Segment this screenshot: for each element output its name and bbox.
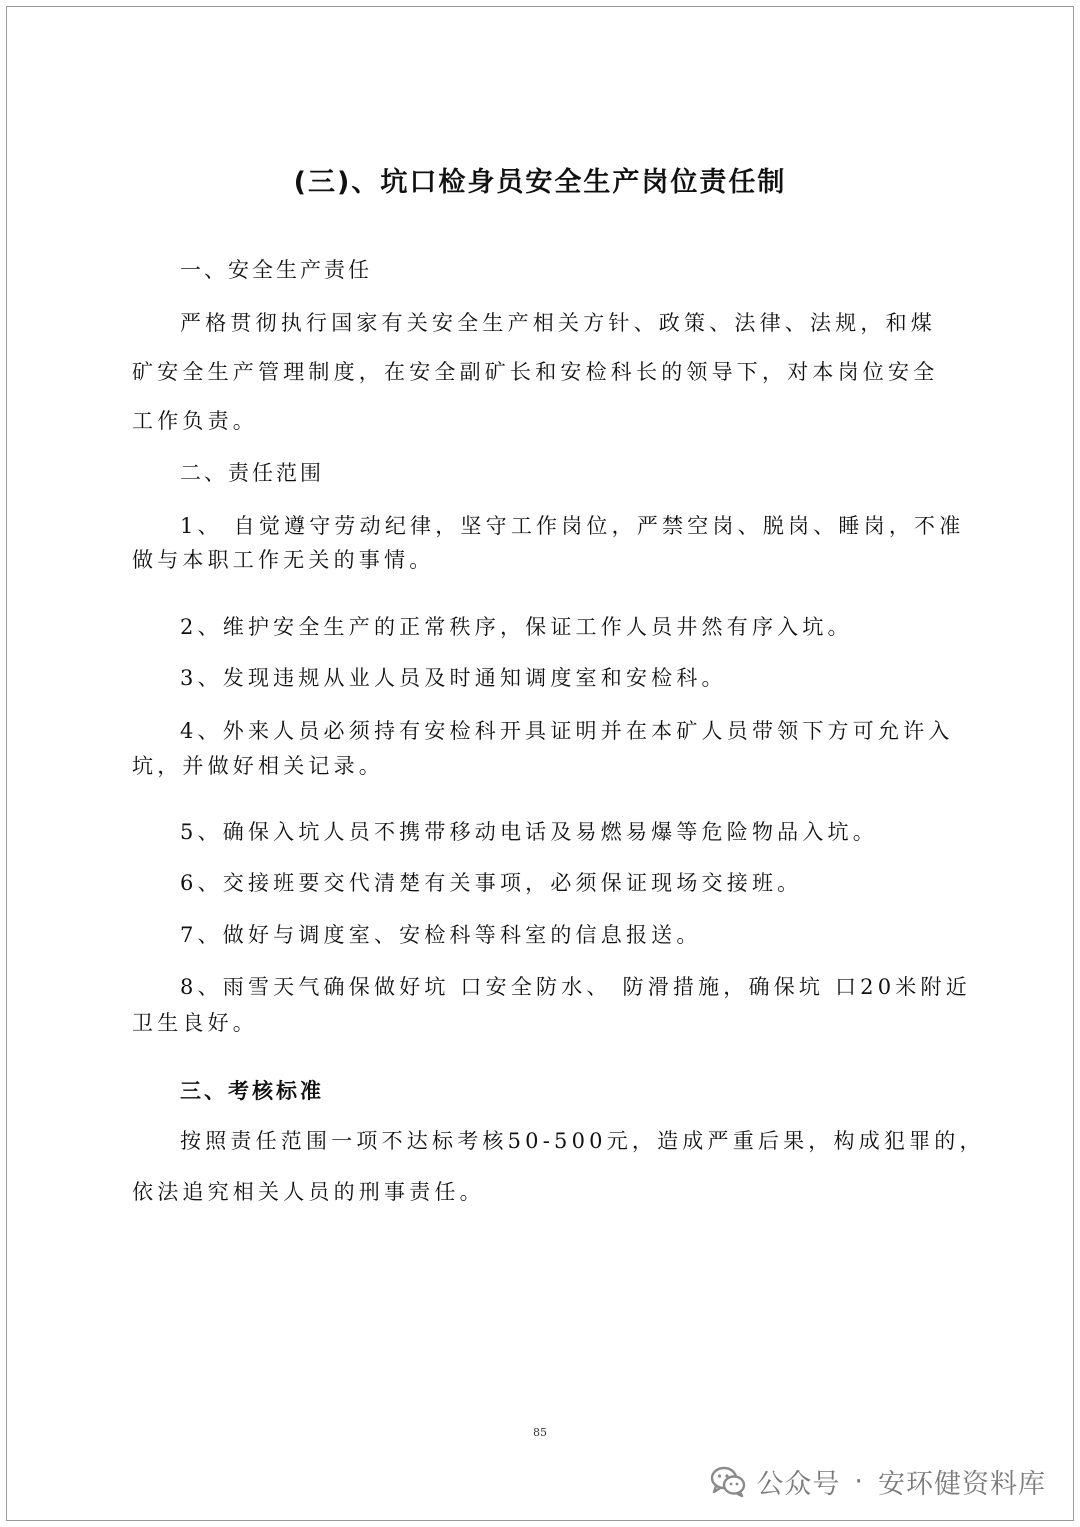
paragraph-line: 矿安全生产管理制度，在安全副矿长和安检科长的领导下，对本岗位安全 [132, 360, 939, 384]
watermark-separator: · [854, 1466, 864, 1497]
section-heading: 三、考核标准 [180, 1079, 324, 1103]
paragraph-line: 工作负责。 [132, 409, 258, 433]
list-item: 7、做好与调度室、安检科等科室的信息报送。 [180, 923, 702, 947]
list-item-continuation: 做与本职工作无关的事情。 [132, 548, 435, 572]
paragraph-line: 按照责任范围一项不达标考核50-500元，造成严重后果，构成犯罪的， [180, 1129, 985, 1153]
list-item: 1、 自觉遵守劳动纪律，坚守工作岗位，严禁空岗、脱岗、睡岗，不准 [180, 514, 965, 538]
paragraph-line: 严格贯彻执行国家有关安全生产相关方针、政策、法律、法规，和煤 [180, 311, 936, 335]
section-heading: 二、责任范围 [180, 461, 324, 485]
list-item: 6、交接班要交代清楚有关事项，必须保证现场交接班。 [180, 871, 803, 895]
list-item-continuation: 卫生良好。 [132, 1011, 258, 1035]
list-item: 5、确保入坑人员不携带移动电话及易燃易爆等危险物品入坑。 [180, 820, 878, 844]
section-heading: 一、安全生产责任 [180, 258, 372, 282]
document-title: (三)、坑口检身员安全生产岗位责任制 [293, 167, 787, 198]
page-number: 85 [533, 1426, 547, 1439]
paragraph-line: 依法追究相关人员的刑事责任。 [132, 1180, 485, 1204]
list-item: 2、维护安全生产的正常秩序，保证工作人员井然有序入坑。 [180, 615, 853, 639]
list-item-continuation: 坑，并做好相关记录。 [132, 754, 384, 778]
wechat-icon [710, 1466, 746, 1498]
list-item: 3、发现违规从业人员及时通知调度室和安检科。 [180, 666, 727, 690]
watermark [710, 1462, 1046, 1501]
list-item: 8、雨雪天气确保做好坑 口安全防水、 防滑措施，确保坑 口20米附近 [180, 975, 971, 999]
watermark-label: 公众号 [756, 1469, 841, 1500]
list-item: 4、外来人员必须持有安检科开具证明并在本矿人员带领下方可允许入 [180, 719, 954, 743]
watermark-account: 安环健资料库 [878, 1469, 1046, 1500]
